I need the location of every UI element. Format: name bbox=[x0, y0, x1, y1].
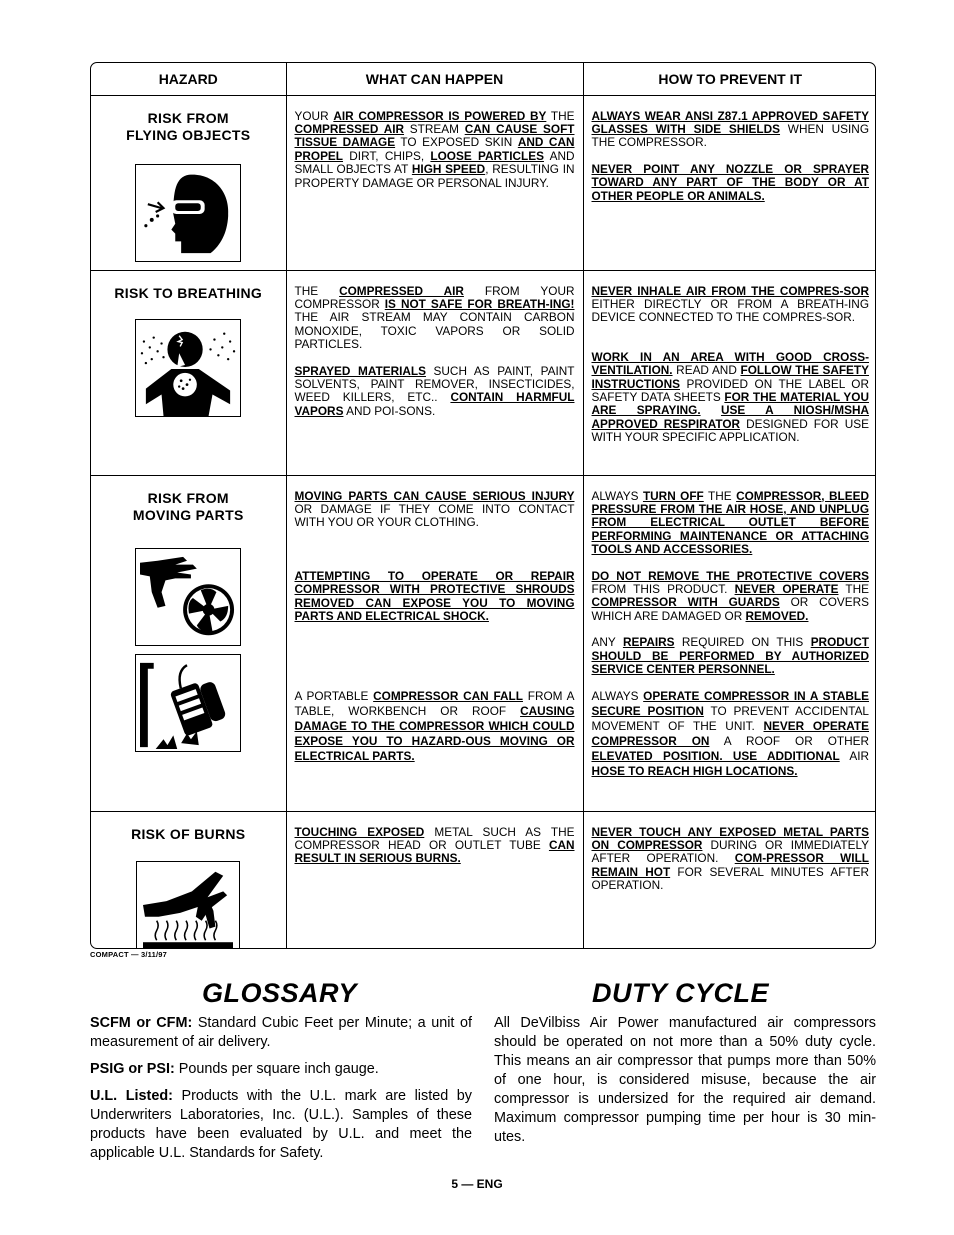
duty-cycle-text: All DeVilbiss Air Power manufactured air compressors should be operated on not more than a 50% duty cycle. This means an air compressor that pumps more than 50% of one hour, is considered misuse, because the air compressor is undersized for the required air demand. Maximum compressor pumping time per hour is 30 min-utes. bbox=[494, 1015, 876, 1145]
emphasized-text: TOUCHING EXPOSED bbox=[294, 824, 425, 839]
emphasized-text: NEVER INHALE AIR FROM THE COMPRES-SOR bbox=[591, 283, 869, 298]
glossary-term: U.L. Listed: bbox=[90, 1088, 173, 1104]
emphasized-text: MOVING PARTS CAN CAUSE SERIOUS INJURY bbox=[294, 488, 575, 503]
prevent-text bbox=[592, 490, 870, 557]
plain-text: AIR bbox=[839, 749, 869, 764]
respirator-spray-icon bbox=[135, 319, 241, 417]
emphasized-text: HIGH SPEED bbox=[411, 162, 486, 177]
plain-text: FROM THIS PRODUCT. bbox=[591, 581, 735, 596]
glossary-term: SCFM or CFM: bbox=[90, 1015, 193, 1031]
plain-text: FROM A TABLE, WORKBENCH OR ROOF bbox=[294, 689, 575, 719]
plain-text: FOR SEVERAL MINUTES AFTER OPERATION. bbox=[591, 864, 869, 893]
emphasized-text: ALWAYS WEAR ANSI Z87.1 APPROVED SAFETY GLASSES WITH SIDE SHIELDS bbox=[591, 108, 869, 136]
how-to-prevent-cell bbox=[583, 811, 876, 949]
table-header-row bbox=[91, 63, 876, 95]
emphasized-text: COMPRESSOR CAN FALL bbox=[373, 689, 523, 704]
emphasized-text: LOOSE PARTICLES bbox=[430, 148, 544, 163]
plain-text: THE bbox=[703, 488, 737, 503]
plain-text: REQUIRED ON THIS bbox=[674, 635, 811, 650]
emphasized-text: IS NOT SAFE FOR BREATH-ING! bbox=[384, 296, 575, 311]
prevent-text bbox=[592, 351, 870, 445]
emphasized-text: NEVER TOUCH ANY EXPOSED METAL PARTS ON COMPRESSOR bbox=[591, 824, 869, 852]
header-how-to-prevent: HOW TO PREVENT IT bbox=[583, 63, 876, 95]
what-text bbox=[295, 826, 575, 866]
plain-text: THE bbox=[838, 581, 869, 596]
emphasized-text: COM-PRESSOR WILL REMAIN HOT bbox=[591, 851, 869, 879]
hazard-title: RISK TO BREATHING bbox=[114, 284, 263, 301]
plain-text: METAL SUCH AS THE COMPRESSOR HEAD OR OUTLET TUBE bbox=[294, 824, 575, 852]
emphasized-text: HOSE TO REACH HIGH LOCATIONS. bbox=[591, 764, 798, 779]
plain-text: AND SMALL OBJECTS AT bbox=[294, 148, 575, 177]
emphasized-text: COMPRESSOR, BLEED PRESSURE FROM THE AIR HOSE, AND UNPLUG FROM ELECTRICAL OUTLET BEFORE PERFORMING MAINTENANCE OR ATTACHING TOOLS AND ACCESSORIES. bbox=[591, 488, 870, 557]
emphasized-text: CAUSING DAMAGE TO THE COMPRESSOR WHICH COULD EXPOSE YOU TO HAZARD-OUS MOVING OR ELECTRICAL PARTS. bbox=[294, 704, 575, 764]
falling-compressor-icon bbox=[135, 654, 241, 752]
emphasized-text: FOLLOW THE SAFETY INSTRUCTIONS bbox=[591, 363, 869, 391]
plain-text: EITHER DIRECTLY OR FROM A BREATH-ING DEVICE CONNECTED TO THE COMPRES-SOR. bbox=[591, 296, 869, 325]
hazard-table bbox=[90, 62, 876, 949]
glossary-definition: Standard Cubic Feet per Minute; a unit of measurement of air delivery. bbox=[90, 1015, 472, 1050]
prevent-text bbox=[592, 163, 870, 203]
plain-text: THE AIR STREAM MAY CONTAIN CARBON MONOXIDE, TOXIC VAPORS OR SOLID PARTICLES. bbox=[294, 310, 575, 352]
plain-text: TO EXPOSED SKIN bbox=[395, 135, 518, 150]
safety-glasses-face-icon bbox=[135, 164, 241, 262]
table-row bbox=[91, 95, 876, 270]
hazard-cell bbox=[91, 95, 286, 270]
plain-text: OR DAMAGE IF THEY COME INTO CONTACT WITH YOU OR YOUR CLOTHING. bbox=[294, 501, 575, 530]
emphasized-text: WORK IN AN AREA WITH GOOD CROSS-VENTILATION. bbox=[591, 349, 869, 378]
prevent-text bbox=[592, 826, 870, 893]
prevent-text bbox=[592, 570, 870, 624]
glossary-entry bbox=[90, 1087, 472, 1163]
what-can-happen-cell bbox=[286, 811, 583, 949]
emphasized-text: CAN CAUSE SOFT TISSUE DAMAGE bbox=[294, 121, 575, 150]
plain-text: WHEN USING THE COMPRESSOR. bbox=[591, 121, 869, 150]
hazard-cell bbox=[91, 811, 286, 949]
hand-hot-surface-icon bbox=[136, 861, 240, 950]
plain-text: AND POI-SONS. bbox=[343, 403, 436, 418]
header-what-can-happen: WHAT CAN HAPPEN bbox=[286, 63, 583, 95]
table-row bbox=[91, 270, 876, 475]
emphasized-text: SPRAYED MATERIALS bbox=[294, 363, 426, 378]
glossary-title: GLOSSARY bbox=[202, 978, 358, 1008]
how-to-prevent-cell bbox=[583, 475, 876, 811]
emphasized-text: TURN OFF bbox=[642, 488, 704, 503]
what-can-happen-cell bbox=[286, 270, 583, 475]
plain-text: A PORTABLE bbox=[294, 689, 374, 704]
emphasized-text: DO NOT REMOVE THE PROTECTIVE COVERS bbox=[591, 568, 869, 583]
emphasized-text: NEVER POINT ANY NOZZLE OR SPRAYER TOWARD ANY PART OF THE BODY OR AT OTHER PEOPLE OR ANIMALS. bbox=[591, 161, 869, 203]
duty-cycle-title: DUTY CYCLE bbox=[592, 978, 770, 1008]
emphasized-text: COMPRESSOR WITH GUARDS bbox=[591, 595, 780, 610]
emphasized-text: CAN RESULT IN SERIOUS BURNS. bbox=[294, 837, 575, 866]
table-row bbox=[91, 475, 876, 811]
page-number: 5 — ENG bbox=[451, 1177, 503, 1191]
prevent-text bbox=[592, 285, 870, 325]
plain-text: ANY bbox=[591, 635, 623, 650]
plain-text: PROVIDED ON THE LABEL OR SAFETY DATA SHEETS bbox=[591, 376, 869, 404]
plain-text: THE bbox=[546, 108, 575, 123]
plain-text bbox=[701, 403, 721, 417]
plain-text: A ROOF OR OTHER bbox=[709, 734, 869, 749]
what-text bbox=[295, 365, 575, 419]
what-can-happen-cell bbox=[286, 95, 583, 270]
glossary-section bbox=[90, 1014, 472, 1171]
glossary-definition: Pounds per square inch gauge. bbox=[174, 1061, 379, 1077]
table-row bbox=[91, 811, 876, 949]
document-code-footnote: COMPACT — 3/11/97 bbox=[90, 950, 168, 959]
plain-text: DIRT, CHIPS, bbox=[343, 148, 431, 163]
hazard-title: RISK FROM MOVING PARTS bbox=[132, 489, 244, 523]
plain-text: SUCH AS PAINT, PAINT SOLVENTS, PAINT REMOVER, INSECTICIDES, WEED KILLERS, ETC.. bbox=[294, 363, 575, 405]
glossary-definition: Products with the U.L. mark are listed by Underwriters Laboratories, Inc. (U.L.). Samples of these products have been evaluated by U.L. and meet the applicable U.L. Standards for Safety. bbox=[90, 1088, 472, 1161]
emphasized-text: FOR THE MATERIAL YOU ARE SPRAYING. bbox=[591, 389, 869, 418]
emphasized-text: ATTEMPTING TO OPERATE OR REPAIR COMPRESSOR WITH PROTECTIVE SHROUDS REMOVED CAN EXPOSE YOU TO MOVING PARTS AND ELECTRICAL SHOCK. bbox=[294, 568, 575, 623]
emphasized-text: NEVER OPERATE COMPRESSOR ON bbox=[591, 719, 869, 749]
glossary-entry bbox=[90, 1014, 472, 1052]
emphasized-text: CONTAIN HARMFUL VAPORS bbox=[294, 390, 575, 418]
header-hazard: HAZARD bbox=[91, 63, 286, 95]
hazard-title: RISK OF BURNS bbox=[131, 825, 246, 842]
what-text bbox=[295, 570, 575, 624]
emphasized-text: NEVER OPERATE bbox=[734, 581, 839, 596]
emphasized-text: REPAIRS bbox=[622, 635, 675, 650]
plain-text: DURING OR IMMEDIATELY AFTER OPERATION. bbox=[591, 837, 870, 866]
what-can-happen-cell bbox=[286, 475, 583, 811]
emphasized-text: OPERATE COMPRESSOR IN A STABLE SECURE POSITION bbox=[591, 689, 869, 719]
how-to-prevent-cell bbox=[583, 270, 876, 475]
emphasized-text: AND CAN PROPEL bbox=[294, 135, 575, 163]
what-text bbox=[295, 285, 575, 352]
plain-text: ALWAYS bbox=[591, 689, 644, 704]
plain-text: FROM YOUR COMPRESSOR bbox=[294, 283, 575, 311]
hand-fan-blade-icon bbox=[135, 548, 241, 646]
plain-text: THE bbox=[294, 283, 340, 298]
plain-text: READ AND bbox=[672, 363, 741, 378]
what-text bbox=[295, 490, 575, 530]
emphasized-text: COMPRESSED AIR bbox=[294, 121, 405, 136]
plain-text: STREAM bbox=[404, 121, 465, 136]
hazard-title: RISK FROM FLYING OBJECTS bbox=[126, 109, 251, 143]
hazard-cell bbox=[91, 475, 286, 811]
plain-text: , RESULTING IN PROPERTY DAMAGE OR PERSONAL INJURY. bbox=[294, 162, 575, 190]
plain-text: DESIGNED FOR USE WITH YOUR SPECIFIC APPLICATION. bbox=[591, 416, 869, 445]
glossary-entry bbox=[90, 1060, 472, 1079]
plain-text: TO PREVENT ACCIDENTAL MOVEMENT OF THE UNIT. bbox=[591, 704, 869, 734]
prevent-text bbox=[592, 110, 870, 150]
what-text bbox=[295, 689, 575, 764]
emphasized-text: COMPRESSED AIR bbox=[339, 283, 464, 298]
prevent-text bbox=[592, 689, 870, 779]
plain-text: ALWAYS bbox=[591, 488, 643, 503]
hazard-cell bbox=[91, 270, 286, 475]
emphasized-text: REMOVED. bbox=[745, 608, 809, 623]
plain-text: OR COVERS WHICH ARE DAMAGED OR bbox=[591, 595, 870, 623]
how-to-prevent-cell bbox=[583, 95, 876, 270]
glossary-term: PSIG or PSI: bbox=[90, 1061, 175, 1077]
plain-text: YOUR bbox=[294, 108, 334, 123]
emphasized-text: ELEVATED POSITION. USE ADDITIONAL bbox=[591, 749, 840, 764]
prevent-text bbox=[592, 636, 870, 676]
emphasized-text: PRODUCT SHOULD BE PERFORMED BY AUTHORIZED SERVICE CENTER PERSONNEL. bbox=[591, 635, 870, 676]
what-text bbox=[295, 110, 575, 190]
emphasized-text: AIR COMPRESSOR IS POWERED BY bbox=[333, 108, 547, 123]
emphasized-text: USE A NIOSH/MSHA APPROVED RESPIRATOR bbox=[591, 403, 870, 431]
